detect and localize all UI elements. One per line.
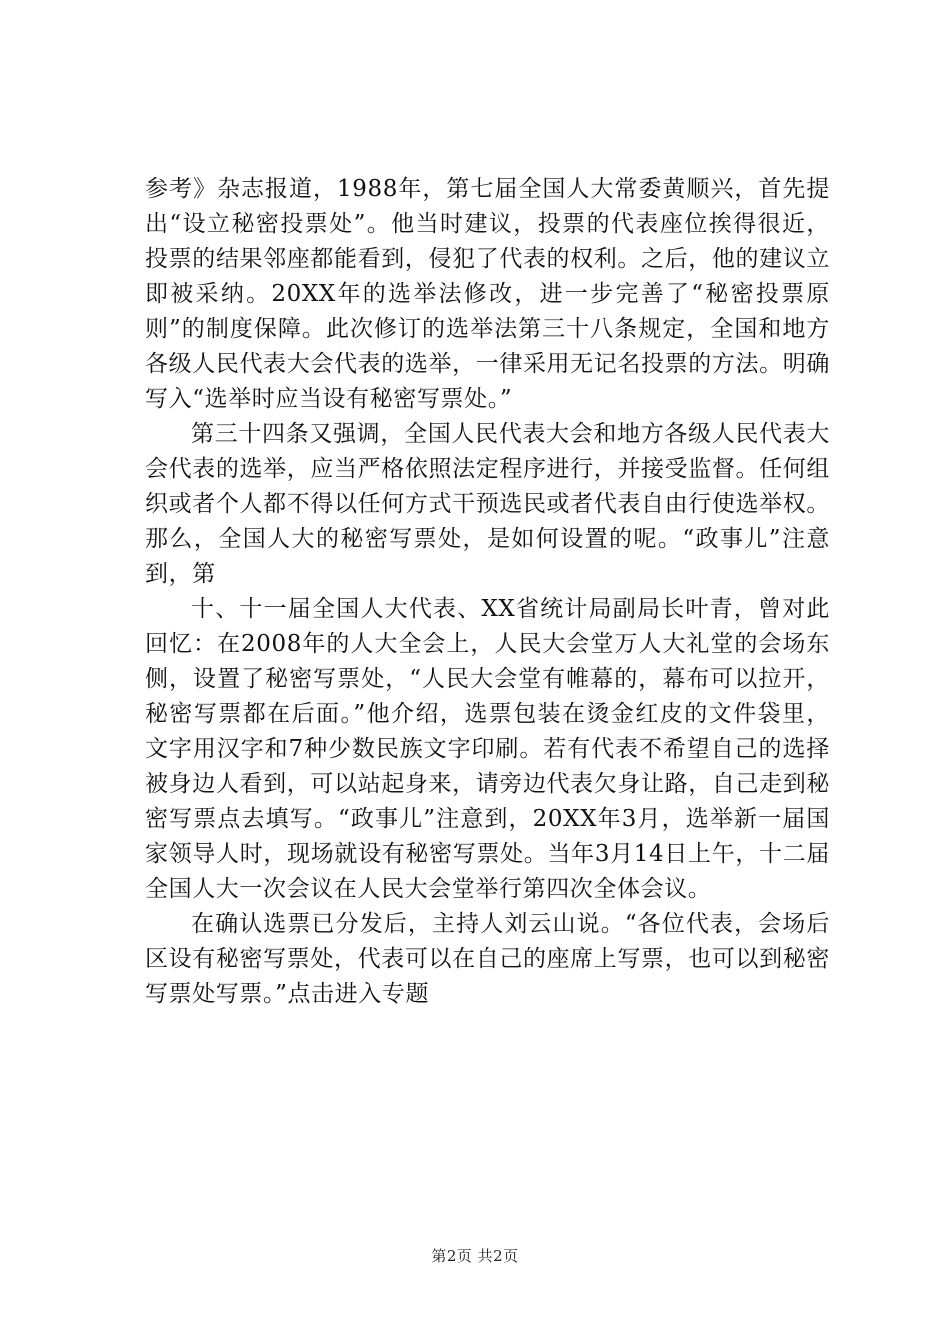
paragraph-2: 第三十四条又强调，全国人民代表大会和地方各级人民代表大会代表的选举，应当严格依照法定程序进行，并接受监督。任何组织或者个人都不得以任何方式干预选民或者代表自由行使选举权。那么，全国人大的秘密写票处，是如何设置的呢。“政事儿”注意到，第 [145, 421, 830, 587]
paragraph-4: 在确认选票已分发后，主持人刘云山说。“各位代表，会场后区设有秘密写票处，代表可以在自己的座席上写票，也可以到秘密写票处写票。”点击进入专题 [145, 911, 830, 1007]
page-footer: 第2页 共2页 [431, 1247, 519, 1265]
body-text [145, 172, 830, 1012]
paragraph-1: 参考》杂志报道，1988年，第七届全国人大常委黄顺兴，首先提出“设立秘密投票处”。他当时建议，投票的代表座位挨得很近，投票的结果邻座都能看到，侵犯了代表的权利。之后，他的建议立即被采纳。20XX年的选举法修改，进一步完善了“秘密投票原则”的制度保障。此次修订的选举法第三十八条规定，全国和地方各级人民代表大会代表的选举，一律采用无记名投票的方法。明确写入“选举时应当设有秘密写票处。” [145, 176, 830, 412]
paragraph-3: 十、十一届全国人大代表、XX省统计局副局长叶青，曾对此回忆：在2008年的人大全会上，人民大会堂万人大礼堂的会场东侧，设置了秘密写票处，“人民大会堂有帷幕的，幕布可以拉开，秘密写票都在后面。”他介绍，选票包装在烫金红皮的文件袋里，文字用汉字和7种少数民族文字印刷。若有代表不希望自己的选择被身边人看到，可以站起身来，请旁边代表欠身让路，自己走到秘密写票点去填写。“政事儿”注意到，20XX年3月，选举新一届国家领导人时，现场就设有秘密写票处。当年3月14日上午，十二届全国人大一次会议在人民大会堂举行第四次全体会议。 [145, 596, 830, 902]
